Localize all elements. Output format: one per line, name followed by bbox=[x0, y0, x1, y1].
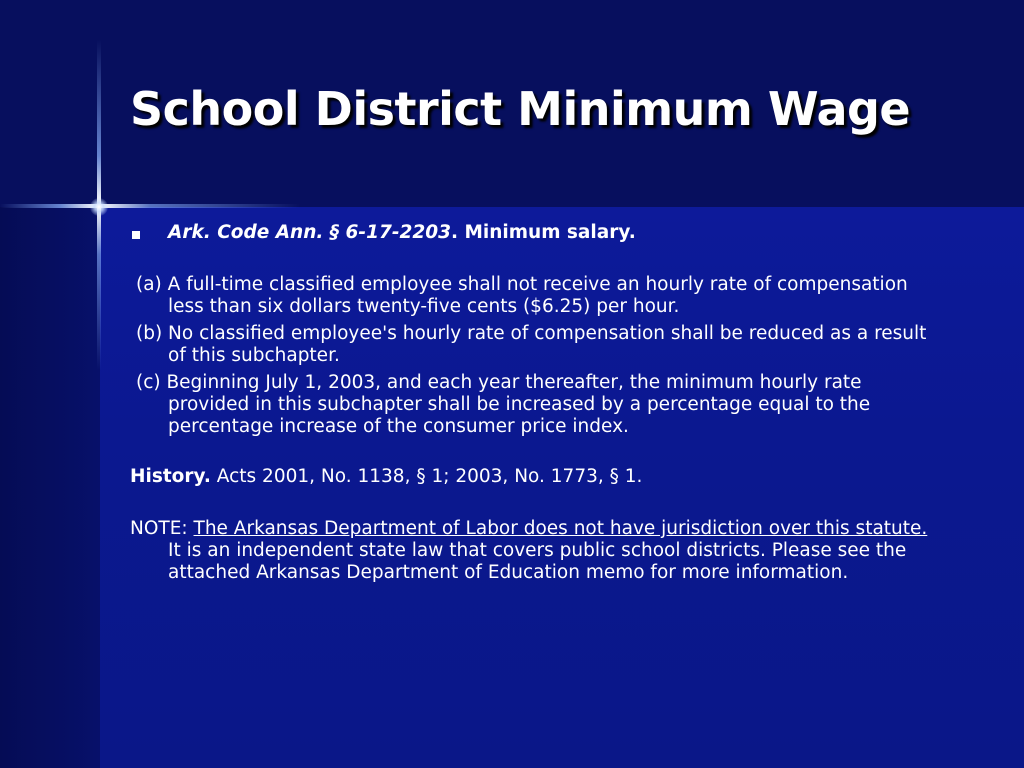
jurisdiction-link[interactable]: The Arkansas Department of Labor does not have jurisdiction over this statute. bbox=[193, 518, 928, 539]
sparkle-star-icon bbox=[90, 198, 108, 216]
note-paragraph bbox=[130, 518, 930, 584]
history-line bbox=[130, 466, 930, 488]
history-label: History. bbox=[130, 466, 211, 487]
note-label: NOTE: bbox=[130, 518, 194, 539]
history-text: Acts 2001, No. 1138, § 1; 2003, No. 1773, § 1. bbox=[210, 466, 643, 487]
statute-paragraph-a: (a) A full-time classified employee shall not receive an hourly rate of compensation less than six dollars twenty-five cents ($6.25) per hour. bbox=[136, 274, 908, 317]
statute-bullet bbox=[130, 222, 930, 244]
statute-paragraph-c: (c) Beginning July 1, 2003, and each year thereafter, the minimum hourly rate provided in this subchapter shall be increased by a percentage equal to the percentage increase of the consumer price index. bbox=[136, 372, 871, 437]
sparkle-horizontal-decoration bbox=[0, 204, 300, 208]
note-text: It is an independent state law that covers public school districts. Please see the attached Arkansas Department of Education memo for more information. bbox=[168, 540, 907, 583]
square-bullet-icon bbox=[132, 231, 140, 239]
statute-citation: Ark. Code Ann. § 6-17-2203 bbox=[168, 222, 452, 243]
statute-paragraph-b: (b) No classified employee's hourly rate of compensation shall be reduced as a result of this subchapter. bbox=[136, 323, 927, 366]
statute-heading: . Minimum salary. bbox=[451, 222, 636, 243]
slide-content bbox=[130, 222, 930, 584]
slide-title: School District Minimum Wage bbox=[130, 82, 911, 136]
left-band-background bbox=[0, 207, 100, 768]
